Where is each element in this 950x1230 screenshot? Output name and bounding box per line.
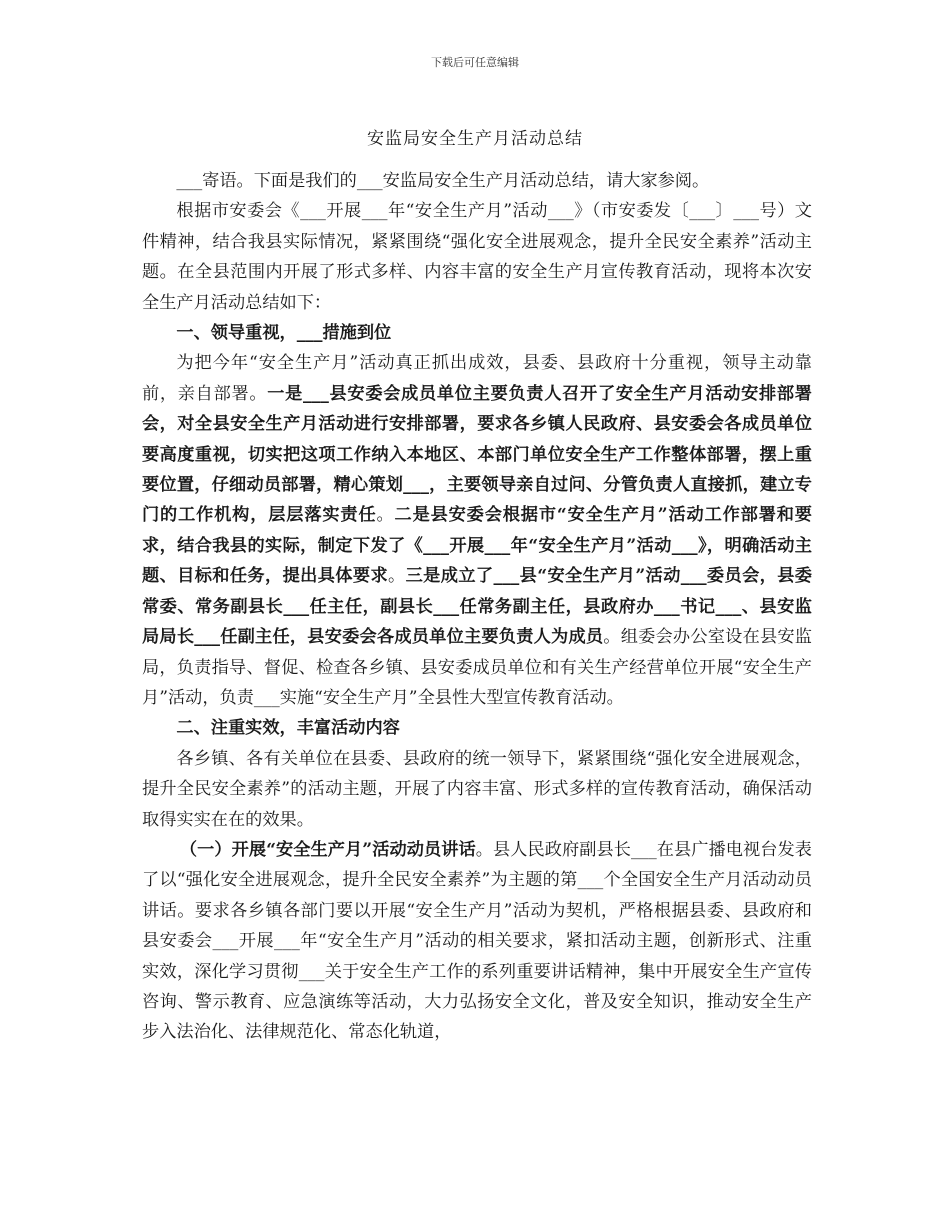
paragraph-2-segment: 。	[388, 566, 406, 587]
paragraph-4-text: 。县人民政府副县长___在县广播电视台发表了以“强化安全进展观念，提升全民安全素养”为主题的第___个全国安全生产月活动动员讲话。要求各乡镇各部门要以开展“安全生产月”活动为契机，严格根据县委、县政府和县安委会___开展___年“安全生产月”活动的相关要求，紧扣活动主题，创新形式、注重实效，深化学习贯彻___关于安全生产工作的系列重要讲话精神，集中开展安全生产宣传咨询、警示教育、应急演练等活动，大力弘扬安全文化，普及安全知识，推动安全生产步入法治化、法律规范化、常态化轨道，	[142, 839, 812, 1043]
paragraph-2	[142, 348, 812, 713]
paragraph-2-segment: 。组委会办公室设在县安监局，负责指导、督促、检查各乡镇、县安委成员单位和有关生产经营单位开展“安全生产月”活动，负责___实施“安全生产月”全县性大型宣传教育活动。	[142, 627, 812, 708]
paragraph-3: 各乡镇、各有关单位在县委、县政府的统一领导下，紧紧围绕“强化安全进展观念，提升全民安全素养”的活动主题，开展了内容丰富、形式多样的宣传教育活动，确保活动取得实实在在的效果。	[142, 748, 812, 830]
header-note: 下载后可任意编辑	[431, 56, 519, 69]
paragraph-4	[142, 835, 812, 1048]
paragraph-2-segment: 为把今年“安全生产月”活动真正抓出成效，县委、县政府十分重视，领导主动靠前，亲自部署。	[142, 353, 812, 404]
intro-paragraph: ___寄语。下面是我们的___安监局安全生产月活动总结，请大家参阅。	[176, 171, 710, 191]
paragraph-2-bold-segment: 二是县安委会根据市“安全生产月”活动工作部署和要求，结合我县的实际，制定下发了《___开展___年“安全生产月”活动___》，明确活动主题、目标和任务，提出具体要求	[142, 505, 812, 587]
paragraph-2-segment: 。	[376, 505, 395, 526]
document-title: 安监局安全生产月活动总结	[367, 129, 583, 149]
section-heading-2: 二、注重实效，丰富活动内容	[176, 718, 400, 739]
paragraph-2-bold-segment: 三是成立了___县“安全生产月”活动___委员会，县委常委、常务副县长___任主任，副县长___任常务副主任，县政府办___书记___、县安监局局长___任副主任，县安委会各成员单位主要负责人为成员	[142, 566, 812, 648]
paragraph-2-bold-segment: 一是___县安委会成员单位主要负责人召开了安全生产月活动安排部署会，对全县安全生产月活动进行安排部署，要求各乡镇人民政府、县安委会各成员单位要高度重视，切实把这项工作纳入本地区、本部门单位安全生产工作整体部署，摆上重要位置，仔细动员部署，精心策划___，主要领导亲自过问、分管负责人直接抓，建立专门的工作机构，层层落实责任	[142, 383, 812, 526]
sub-heading-1: （一）开展“安全生产月”活动动员讲话	[179, 839, 476, 860]
document-body	[142, 166, 812, 1048]
section-heading-1: 一、领导重视，___措施到位	[176, 323, 392, 344]
paragraph-1: 根据市安委会《___开展___年“安全生产月”活动___》（市安委发〔___〕___号）文件精神，结合我县实际情况，紧紧围绕“强化安全进展观念，提升全民安全素养”活动主题。在全县范围内开展了形式多样、内容丰富的安全生产月宣传教育活动，现将本次安全生产月活动总结如下：	[142, 201, 812, 313]
